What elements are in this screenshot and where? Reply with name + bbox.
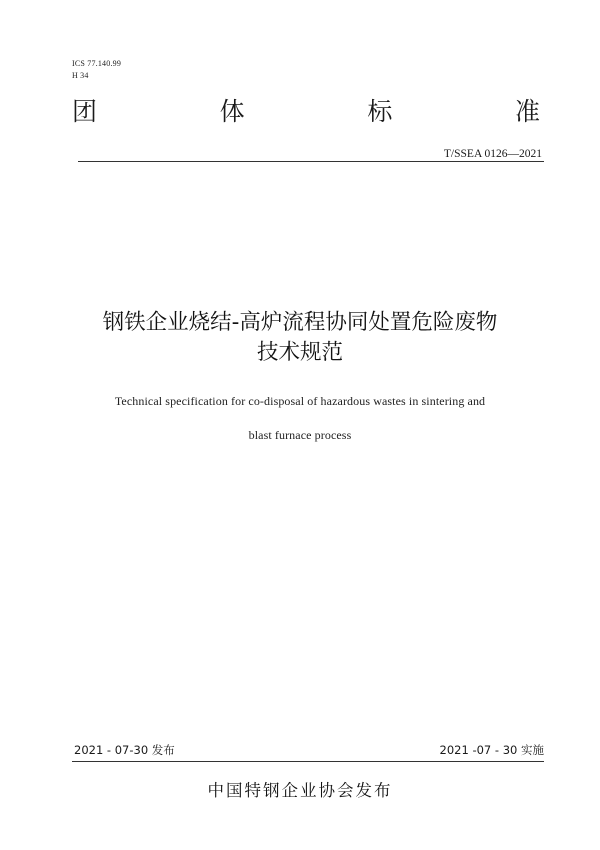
english-title-line-1: Technical specification for co-disposal of hazardous wastes in sintering and — [114, 394, 486, 408]
standard-number: T/SSEA 0126—2021 — [443, 148, 542, 160]
ics-code: ICS 77.140.99 — [72, 59, 122, 68]
heading-char-3: 标 — [367, 97, 393, 126]
issue-date: 2021 - 07-30 发布 — [74, 743, 175, 757]
footer-divider — [72, 761, 544, 762]
heading-char-1: 团 — [72, 97, 98, 126]
classification-codes — [72, 58, 121, 82]
header-divider — [78, 161, 544, 162]
document-type-heading — [72, 92, 540, 128]
implementation-date: 2021 -07 - 30 实施 — [439, 743, 544, 757]
chinese-title — [0, 308, 600, 368]
publisher: 中国特钢企业协会发布 — [207, 781, 393, 800]
english-title — [0, 384, 600, 452]
heading-char-2: 体 — [219, 97, 245, 126]
english-title-line-2: blast furnace process — [248, 428, 352, 442]
ccs-code: H 34 — [72, 71, 89, 80]
chinese-title-line-1: 钢铁企业烧结-高炉流程协同处置危险废物 — [102, 310, 498, 335]
heading-char-4: 准 — [514, 97, 540, 126]
chinese-title-line-2: 技术规范 — [256, 340, 343, 365]
